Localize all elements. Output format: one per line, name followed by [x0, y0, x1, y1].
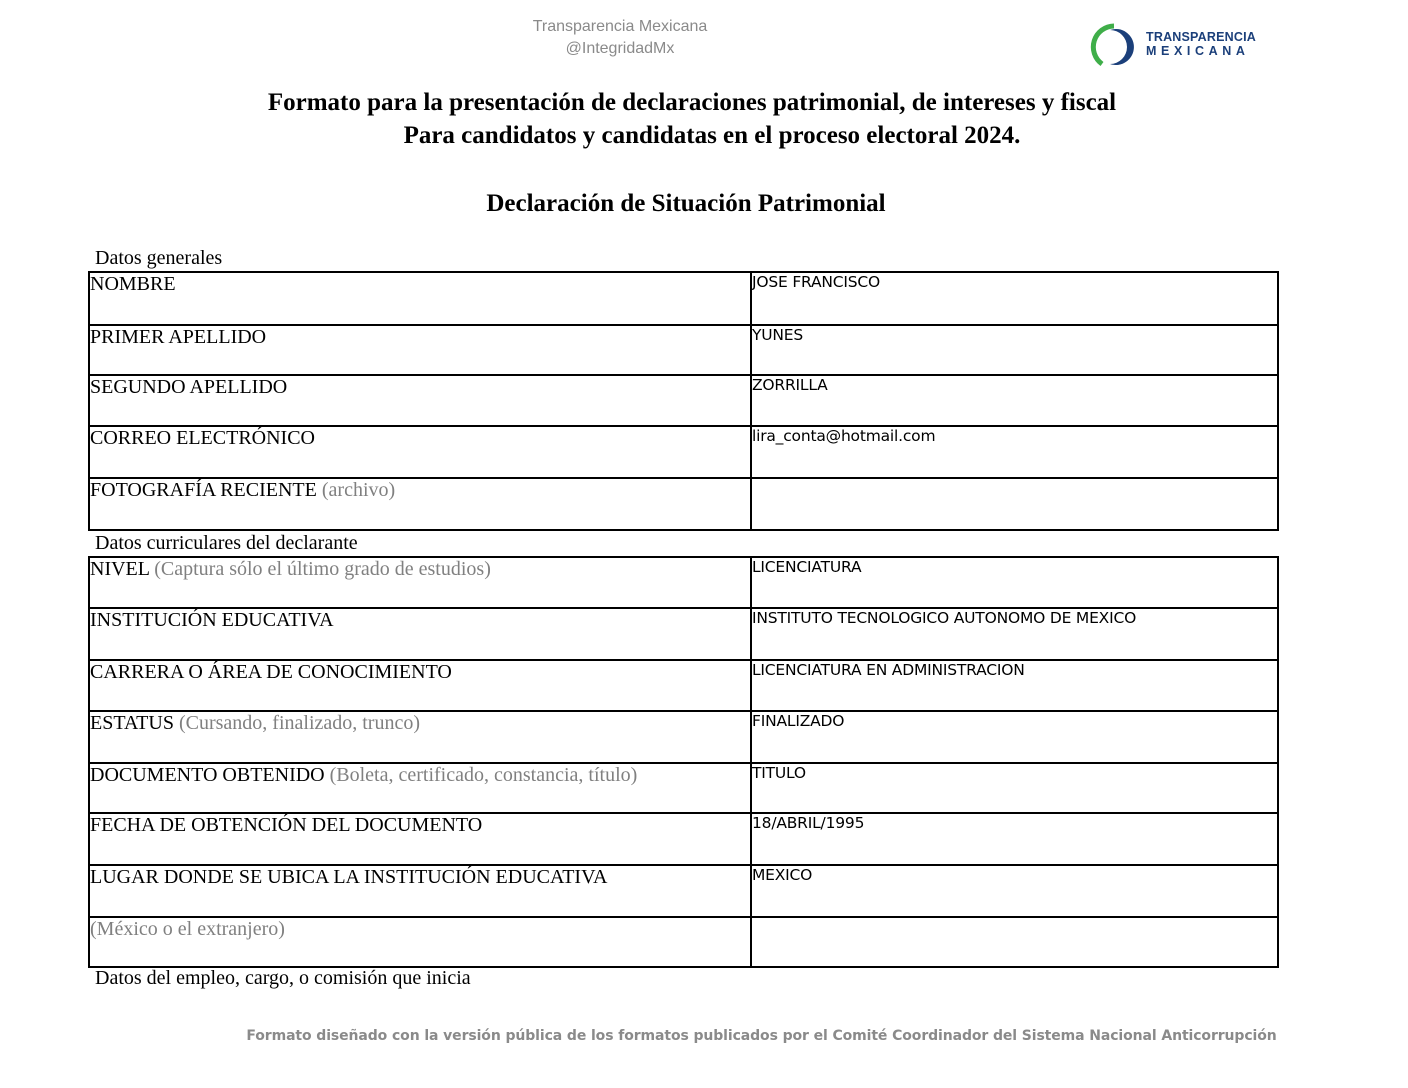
- header-handle: @IntegridadMx: [565, 40, 675, 57]
- field-label: FECHA DE OBTENCIÓN DEL DOCUMENTO: [90, 814, 483, 836]
- form-row: [89, 660, 1278, 711]
- field-value: FINALIZADO: [751, 711, 1278, 763]
- field-label: INSTITUCIÓN EDUCATIVA: [90, 609, 334, 631]
- document-title-line2: Para candidatos y candidatas en el proceso electoral 2024.: [403, 122, 1021, 149]
- field-label: FOTOGRAFÍA RECIENTE: [90, 479, 317, 501]
- field-label-cell: [89, 917, 751, 967]
- field-hint: (archivo): [321, 479, 396, 501]
- form-row: [89, 865, 1278, 917]
- field-label: CARRERA O ÁREA DE CONOCIMIENTO: [90, 661, 452, 683]
- field-label: DOCUMENTO OBTENIDO: [90, 764, 325, 786]
- field-label-cell: [89, 557, 751, 608]
- logo-line1: TRANSPARENCIA: [1146, 30, 1257, 44]
- form-row: [89, 711, 1278, 763]
- form-row: [89, 478, 1278, 530]
- field-value: [751, 478, 1278, 530]
- field-label-cell: [89, 325, 751, 375]
- field-label-cell: [89, 608, 751, 660]
- field-label-cell: [89, 660, 751, 711]
- field-hint: (Cursando, finalizado, trunco): [178, 712, 421, 734]
- form-row: [89, 813, 1278, 865]
- field-hint: (Boleta, certificado, constancia, título): [329, 764, 638, 786]
- form-row: [89, 426, 1278, 478]
- field-label-cell: [89, 763, 751, 813]
- field-label: PRIMER APELLIDO: [90, 326, 267, 348]
- field-value: [751, 917, 1278, 967]
- field-label: LUGAR DONDE SE UBICA LA INSTITUCIÓN EDUCATIVA: [90, 866, 608, 888]
- form-row: [89, 375, 1278, 426]
- field-label-cell: [89, 272, 751, 325]
- field-value: MEXICO: [751, 865, 1278, 917]
- field-value: JOSE FRANCISCO: [751, 272, 1278, 325]
- transparencia-ring-logo-icon: [1088, 22, 1140, 70]
- field-label: SEGUNDO APELLIDO: [90, 376, 288, 398]
- field-hint: (Captura sólo el último grado de estudios): [154, 558, 491, 580]
- field-value: TITULO: [751, 763, 1278, 813]
- datos-generales-table: [88, 271, 1279, 531]
- logo-line2: MEXICANA: [1146, 44, 1250, 58]
- form-row: [89, 557, 1278, 608]
- form-row: [89, 272, 1278, 325]
- datos-curriculares-table: [88, 556, 1279, 968]
- datos-curriculares-heading: Datos curriculares del declarante: [95, 532, 358, 554]
- transparencia-logo: [1088, 22, 1268, 70]
- field-value: ZORRILLA: [751, 375, 1278, 426]
- form-row: [89, 917, 1278, 967]
- field-label-cell: [89, 426, 751, 478]
- field-label-cell: [89, 375, 751, 426]
- header-organization: [470, 16, 770, 60]
- document-title-line1: Formato para la presentación de declaraciones patrimonial, de intereses y fiscal: [267, 89, 1117, 116]
- field-value: 18/ABRIL/1995: [751, 813, 1278, 865]
- field-label-cell: [89, 478, 751, 530]
- field-value: LICENCIATURA EN ADMINISTRACION: [751, 660, 1278, 711]
- form-row: [89, 608, 1278, 660]
- footer-note: Formato diseñado con la versión pública de los formatos publicados por el Comité Coordinador del Sistema Nacional Anticorrupción: [246, 1028, 1277, 1044]
- form-row: [89, 763, 1278, 813]
- field-value: LICENCIATURA: [751, 557, 1278, 608]
- field-label: NIVEL: [90, 558, 150, 580]
- datos-empleo-heading: Datos del empleo, cargo, o comisión que inicia: [95, 967, 471, 989]
- field-label: NOMBRE: [90, 273, 176, 295]
- field-value: INSTITUTO TECNOLOGICO AUTONOMO DE MEXICO: [751, 608, 1278, 660]
- field-label: CORREO ELECTRÓNICO: [90, 427, 315, 449]
- field-value: lira_conta@hotmail.com: [751, 426, 1278, 478]
- header-org-name: Transparencia Mexicana: [532, 18, 708, 35]
- datos-generales-heading: Datos generales: [95, 247, 223, 269]
- section-title: Declaración de Situación Patrimonial: [486, 190, 886, 217]
- field-label-cell: [89, 865, 751, 917]
- field-hint: (México o el extranjero): [90, 918, 285, 940]
- field-value: YUNES: [751, 325, 1278, 375]
- form-row: [89, 325, 1278, 375]
- field-label: ESTATUS: [90, 712, 174, 734]
- field-label-cell: [89, 813, 751, 865]
- field-label-cell: [89, 711, 751, 763]
